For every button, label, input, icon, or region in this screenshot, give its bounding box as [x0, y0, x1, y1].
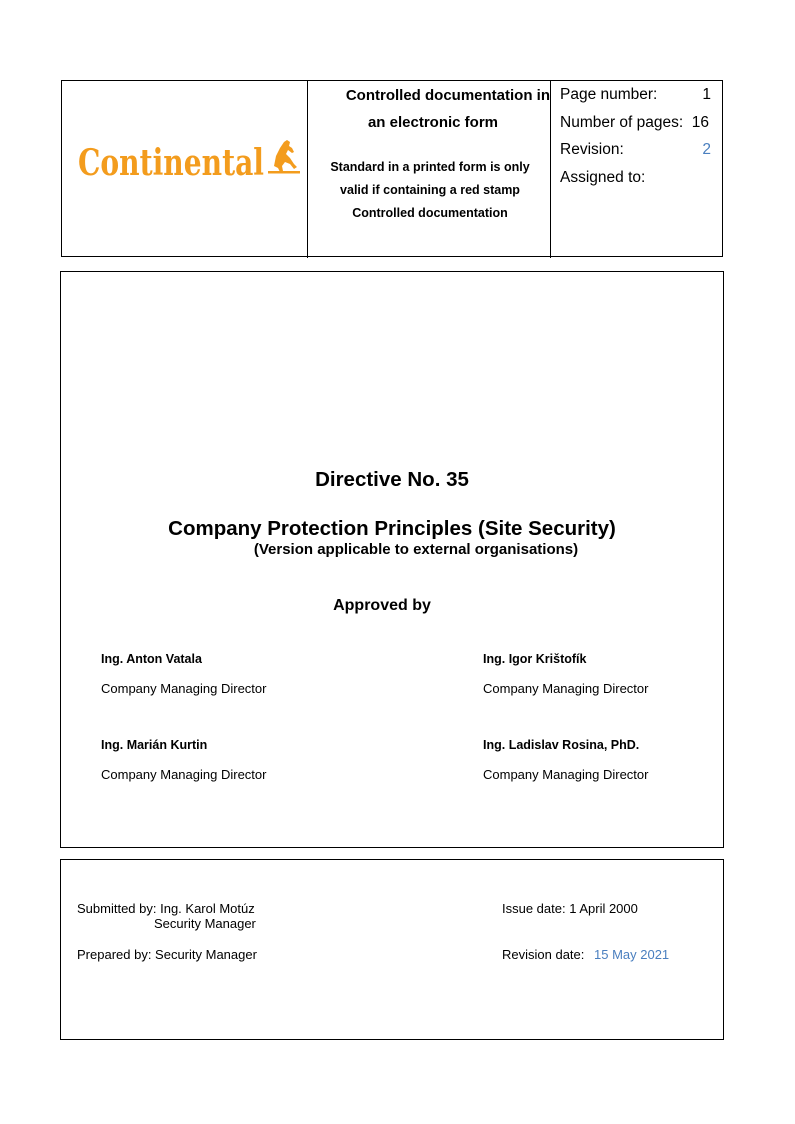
continental-logo-mark: [78, 136, 308, 184]
revision-date-value: 15 May 2021: [594, 947, 670, 962]
revision-label: Revision:: [560, 141, 624, 158]
printed-form-note-line2: valid if containing a red stamp: [340, 183, 520, 197]
submitted-by-role: Security Manager: [154, 916, 256, 931]
submitted-by: Submitted by: Ing. Karol Motúz: [77, 901, 255, 916]
signatory-role: Company Managing Director: [101, 767, 267, 782]
signatory-name: Ing. Igor Krištofík: [483, 652, 587, 666]
logo-wordmark: Continental: [78, 142, 264, 184]
signatory-role: Company Managing Director: [483, 681, 649, 696]
page-number-label: Page number:: [560, 86, 658, 103]
document-title: Company Protection Principles (Site Security): [168, 517, 616, 540]
directive-cover-box: [60, 271, 724, 848]
directive-number: Directive No. 35: [315, 468, 469, 491]
number-of-pages-value: 16: [691, 114, 709, 131]
signatory-name: Ing. Marián Kurtin: [101, 738, 208, 752]
controlled-doc-title-line1: Controlled documentation in: [345, 87, 550, 104]
assigned-to-label: Assigned to:: [560, 169, 646, 186]
signatory-role: Company Managing Director: [483, 767, 649, 782]
continental-logo: [78, 136, 308, 184]
horse-icon: [268, 140, 300, 174]
controlled-doc-title-line2: an electronic form: [367, 114, 499, 131]
page-number-value: 1: [702, 86, 711, 103]
revision-date-label: Revision date:: [502, 947, 585, 962]
approved-by-heading: Approved by: [333, 597, 431, 614]
header-divider: [550, 256, 567, 257]
header-divider: [550, 80, 551, 258]
printed-form-note-line3: Controlled documentation: [352, 206, 508, 220]
issue-date: Issue date: 1 April 2000: [502, 901, 638, 916]
document-subtitle: (Version applicable to external organisations): [253, 541, 579, 558]
number-of-pages-label: Number of pages:: [560, 114, 684, 131]
prepared-by: Prepared by: Security Manager: [77, 947, 257, 962]
signatory-role: Company Managing Director: [101, 681, 267, 696]
printed-form-note-line1: Standard in a printed form is only: [330, 160, 530, 174]
signatory-name: Ing. Ladislav Rosina, PhD.: [483, 738, 640, 752]
signatory-name: Ing. Anton Vatala: [101, 652, 202, 666]
revision-value: 2: [702, 141, 711, 158]
